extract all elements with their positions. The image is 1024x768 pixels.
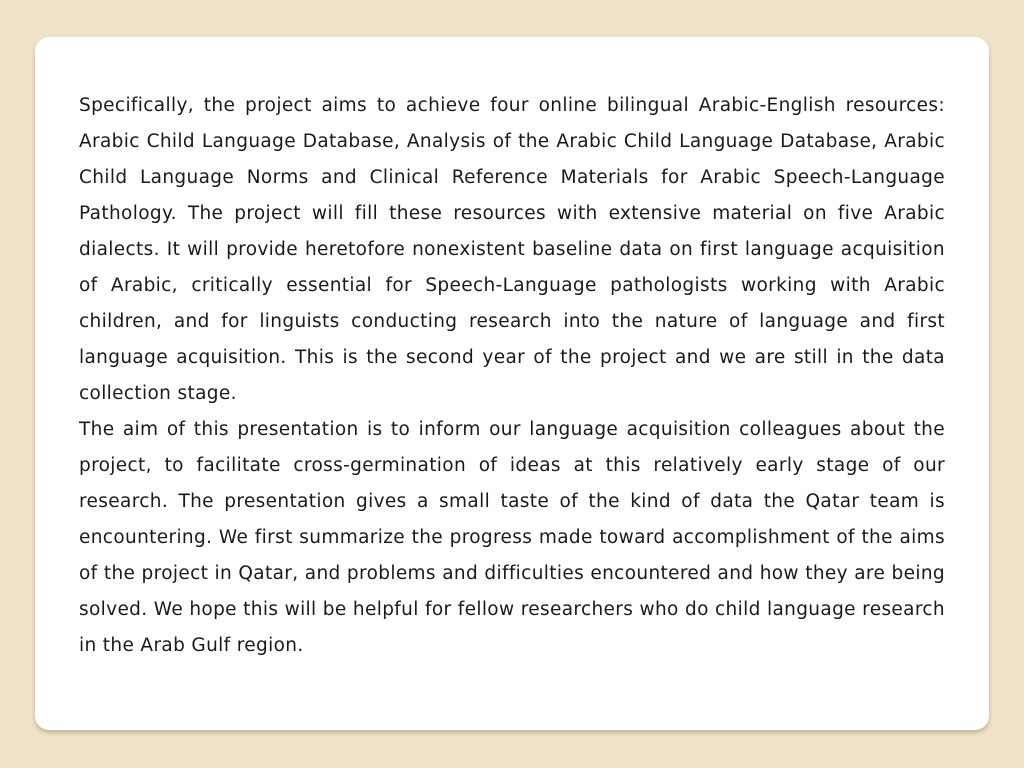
paragraph-project-aims: Specifically, the project aims to achieve four online bilingual Arabic-English resources: Arabic Child Language Database, Analysis of the Arabic Child Language Database, Arabic Child Language Norms and Clinical Reference Materials for Arabic Speech-Language Pathology. The project will fill these resources with extensive material on five Arabic dialects. It will provide heretofore nonexistent baseline data on first language acquisition of Arabic, critically essential for Speech-Language pathologists working with Arabic children, and for linguists conducting research into the nature of language and first language acquisition. This is the second year of the project and we are still in the data collection stage. bbox=[79, 95, 945, 404]
body-text bbox=[79, 88, 945, 664]
slide-card bbox=[35, 37, 989, 730]
paragraph-presentation-aim: The aim of this presentation is to inform our language acquisition colleagues about the project, to facilitate cross-germination of ideas at this relatively early stage of our research. The presentation gives a small taste of the kind of data the Qatar team is encountering. We first summarize the progress made toward accomplishment of the aims of the project in Qatar, and problems and difficulties encountered and how they are being solved. We hope this will be helpful for fellow researchers who do child language research in the Arab Gulf region. bbox=[79, 419, 945, 656]
